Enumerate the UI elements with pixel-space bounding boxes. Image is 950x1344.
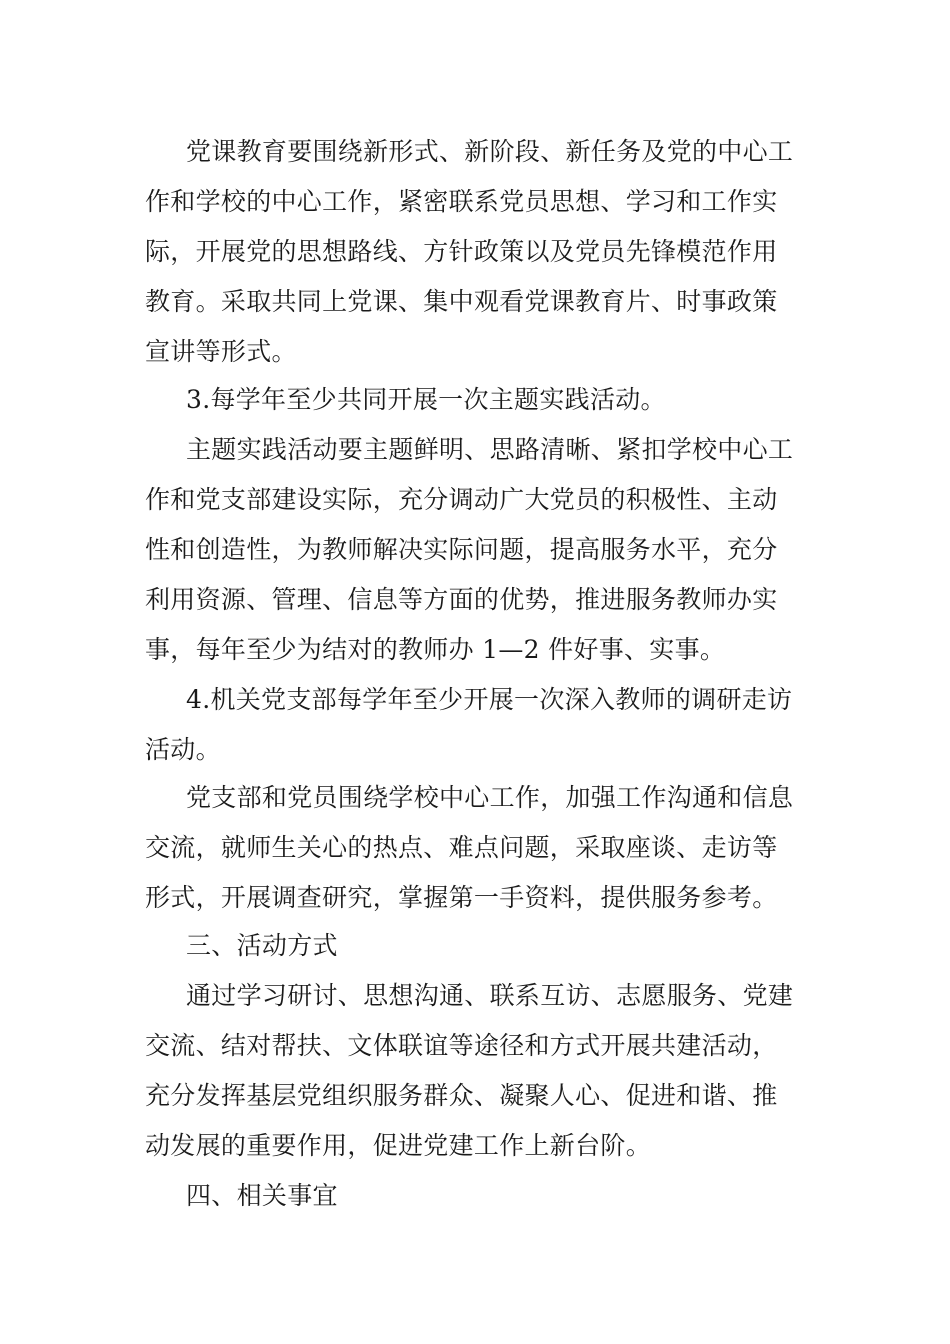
paragraph-line: 宣讲等形式。 bbox=[145, 337, 297, 366]
section-item-heading: 4.机关党支部每学年至少开展一次深入教师的调研走访 bbox=[186, 685, 793, 714]
paragraph-line: 作和学校的中心工作，紧密联系党员思想、学习和工作实 bbox=[145, 187, 778, 216]
paragraph-line: 事，每年至少为结对的教师办 1—2 件好事、实事。 bbox=[145, 635, 726, 664]
paragraph-line: 形式，开展调查研究，掌握第一手资料，提供服务参考。 bbox=[145, 883, 778, 912]
paragraph-line: 主题实践活动要主题鲜明、思路清晰、紧扣学校中心工 bbox=[186, 435, 794, 464]
paragraph-line: 作和党支部建设实际，充分调动广大党员的积极性、主动 bbox=[145, 485, 778, 514]
paragraph-line: 性和创造性，为教师解决实际问题，提高服务水平，充分 bbox=[145, 535, 778, 564]
paragraph-line: 教育。采取共同上党课、集中观看党课教育片、时事政策 bbox=[145, 287, 778, 316]
paragraph-line: 动发展的重要作用，促进党建工作上新台阶。 bbox=[145, 1131, 652, 1160]
section-item-heading: 3.每学年至少共同开展一次主题实践活动。 bbox=[186, 385, 666, 414]
paragraph-line: 充分发挥基层党组织服务群众、凝聚人心、促进和谐、推 bbox=[145, 1081, 778, 1110]
section-heading: 四、相关事宜 bbox=[186, 1181, 338, 1210]
section-item-heading-cont: 活动。 bbox=[145, 735, 221, 764]
paragraph-line: 交流，就师生关心的热点、难点问题，采取座谈、走访等 bbox=[145, 833, 778, 862]
paragraph-line: 利用资源、管理、信息等方面的优势，推进服务教师办实 bbox=[145, 585, 778, 614]
paragraph-line: 党支部和党员围绕学校中心工作，加强工作沟通和信息 bbox=[186, 783, 794, 812]
paragraph-line: 际，开展党的思想路线、方针政策以及党员先锋模范作用 bbox=[145, 237, 778, 266]
paragraph-line: 党课教育要围绕新形式、新阶段、新任务及党的中心工 bbox=[186, 137, 794, 166]
paragraph-line: 交流、结对帮扶、文体联谊等途径和方式开展共建活动， bbox=[145, 1031, 778, 1060]
section-heading: 三、活动方式 bbox=[186, 931, 338, 960]
paragraph-line: 通过学习研讨、思想沟通、联系互访、志愿服务、党建 bbox=[186, 981, 794, 1010]
